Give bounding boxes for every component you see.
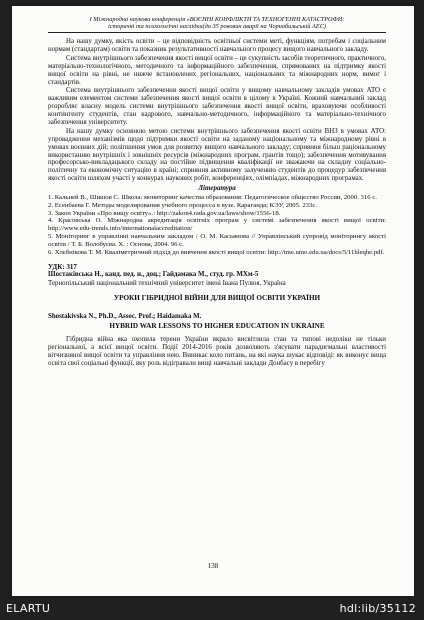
reference-item: 3. Закон України «Про вищу освіту».: http://zakon4.rada.gov.ua/laws/show/1556-18. xyxy=(48,209,281,217)
reference-item: 6. Хлєбнікова Т. М. Кваліметричний підхід до вивчення якості вищої освіти: http://tme.umo.edu.ua/docs/5/11hleqhe.pdf. xyxy=(48,249,385,257)
authors-english: Shostakivska N., Ph.D., Assoc. Prof.; Haidamaka M. xyxy=(48,313,202,321)
page-content xyxy=(48,16,386,369)
reference-item: 5. Моніторинг в управлінні навчальним закладом / О. М. Касьянова // Управлінський супровід моніторингу якості освіти / Т. Б. Волобуєва. Х. : Основа, 2004. 96 с. xyxy=(48,233,386,249)
paragraph: На нашу думку основною метою системи внутрішнього забезпечення якості освіти ВНЗ в умовах АТО: упровадження механізмів щодо підтримки якості освіти на заданому національному та міжнародному рівні в умовах воєнних дій; поліпшення умов для розвитку вищого навчального закладу; сприяння більш раціональному використанню внутрішніх і зовнішніх ресурсів (міжнародних програм, грантів тощо); забезпечення мотивування професорсько-викладацького складу на постійне підвищення кваліфікації не зважаючи на складну соціально-політичну та економічну ситуацію в країні; сприяння активному залученню студентів до процедур забезпечення якості освіти шляхом участі у конкурах наукових робіт, конференціях, олімпіадах, міжнародних програмах. xyxy=(48,127,386,183)
reference-item: 1. Кальней В., Шишов С. Школа: мониторинг качества образования: Педагогическое общество России, 2000. 316 с. xyxy=(48,193,377,201)
article-title-ukrainian: УРОКИ ГІБРИДНОЇ ВІЙНИ ДЛЯ ВИЩОЇ ОСВІТИ УКРАЇНИ xyxy=(113,294,321,303)
reference-list xyxy=(48,194,386,257)
paragraph: На нашу думку, якість освіти – це відповідність освітньої системи меті, функціям, потребам і соціальним нормам (стандартам) освіти та показник результативності навчального процесу вищого навчального закладу. xyxy=(48,38,386,54)
page-number: 138 xyxy=(207,562,219,570)
watermark-repository: ELARTU xyxy=(6,602,51,615)
authors-ukrainian: Шостаківська Н., канд. пед. н., доц.; Гайдамака М., студ. гр. МХм-5 xyxy=(48,271,259,279)
paragraph: Система внутрішнього забезпечення якості вищої освіти у вищому навчальному закладів умовах АТО є важливим елементом системи забезпечення якості вищої освіти в цілому в Україні. Кожний навчальний заклад розробляє власну модель системи внутрішнього забезпечення якості вищої освіти, враховуючи особливості контингенту студентів, стан кадрового, навчально-методичного, інформаційного та матеріально-технічного забезпечення університету. xyxy=(48,87,386,127)
paragraph: Гібридна війна яка охопила терени України вкрало висвітлила стан та типові недоліки не тільки регіональної, а всієї вищої освіти. Події 2014-2016 років дозволяють з'ясувати парадигмальні властивості вітчизняної вищої освіти та управління нею. Виникає коло питань, на які наука шукає відповіді: як виконує вища освіта свої соціальні функції, яку роль відігравали вищі навчальні заклади Донбасу в перебігу xyxy=(48,336,386,368)
article-title-english: HYBRID WAR LESSONS TO HIGHER EDUCATION IN UKRAINE xyxy=(109,322,325,331)
affiliation: Тернопільський національний технічний університет імені Івана Пулюя, Україна xyxy=(48,279,286,287)
watermark-handle: hdl:lib/35112 xyxy=(339,602,416,615)
reference-item: 4. Красовська О. Міжнародна акредитація освітніх програм у системі забезпечення якості вищої освіти: http://www.edu-trends.info/internationalaccreditation/ xyxy=(48,217,386,233)
reference-item: 2. Есенбаева Г. Методы моделирования учебного процесса в вузе. Караганда; КЭУ, 2005. 233с. xyxy=(48,201,318,209)
paragraph: Система внутрішнього забезпечення якості вищої освіти – це сукупність засобів теоретичного, практичного, матеріально-технологічного, методичного та інформаційного забезпечення, спрямованих на підтримку якості вищої освіти на рівні, не нижче встановлених регіональних, національних та міжнародних норм, вимог і стандартів. xyxy=(48,54,386,86)
running-header xyxy=(48,16,386,33)
running-header-line-2: історичні та психологічні наслідки(до 35 роковин аварії на Чорнобильській АЕС) xyxy=(107,23,326,31)
running-header-line-1: І Міжнародна наукова конференція «ВОЄННІ КОНФЛІКТИ ТА ТЕХНОГЕННІ КАТАСТРОФИ: xyxy=(89,16,345,23)
document-page xyxy=(12,6,414,596)
udk-code: УДК: 317 xyxy=(48,263,77,271)
literature-heading: Література xyxy=(198,184,236,193)
